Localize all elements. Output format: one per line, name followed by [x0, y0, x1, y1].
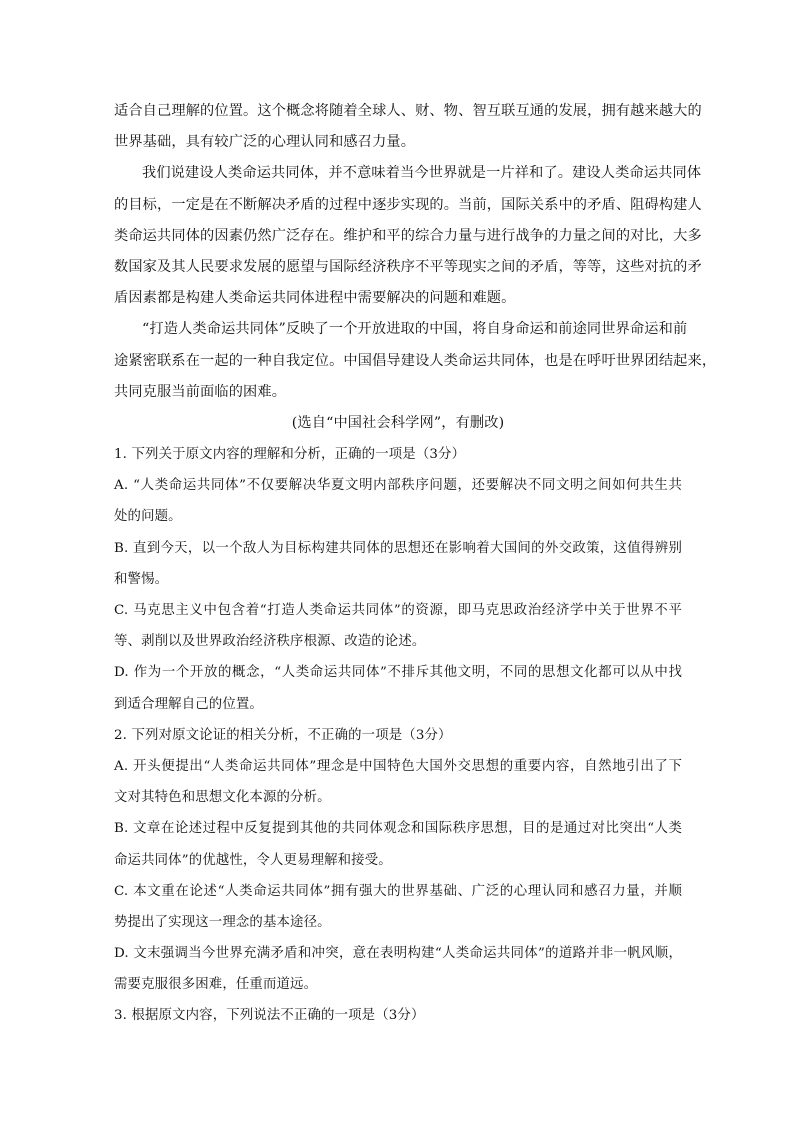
- question-2-option-D: D. 文末强调当今世界充满矛盾和冲突，意在表明构建“人类命运共同体”的道路并非一帆风顺，: [114, 946, 682, 962]
- question-2-option-A: 文对其特色和思想文化本源的分析。: [114, 790, 331, 806]
- passage-paragraph-1-line: 世界基础，具有较广泛的心理认同和感召力量。: [114, 134, 416, 151]
- question-1-option-B: B. 直到今天，以一个敌人为目标构建共同体的思想还在影响着大国间的外交政策，这值得辨别: [114, 540, 682, 556]
- question-2-option-C: 势提出了实现这一理念的基本途径。: [114, 914, 331, 930]
- question-1-option-B: 和警惕。: [114, 571, 169, 587]
- question-1-option-D: 到适合理解自己的位置。: [114, 696, 263, 712]
- passage-paragraph-3-line: 途紧密联系在一起的一种自我定位。中国倡导建设人类命运共同体，也是在呼吁世界团结起来，: [114, 352, 717, 369]
- question-2-option-B: B. 文章在论述过程中反复提到其他的共同体观念和国际秩序思想，目的是通过对比突出“人类: [114, 821, 682, 837]
- question-3-stem: 3. 根据原文内容，下列说法不正确的一项是（3分）: [114, 1008, 425, 1024]
- question-1-option-D: D. 作为一个开放的概念，“人类命运共同体”不排斥其他文明，不同的思想文化都可以从中找: [114, 665, 682, 681]
- question-2-option-B: 命运共同体”的优越性，令人更易理解和接受。: [114, 852, 392, 868]
- passage-paragraph-2-line: 数国家及其人民要求发展的愿望与国际经济秩序不平等现实之间的矛盾，等等，这些对抗的矛: [114, 258, 702, 275]
- question-1-option-C: 等、剥削以及世界政治经济秩序根源、改造的论述。: [114, 634, 426, 650]
- question-2-option-A: A. 开头便提出“人类命运共同体”理念是中国特色大国外交思想的重要内容，自然地引出了下: [114, 758, 682, 774]
- question-2-option-C: C. 本文重在论述“人类命运共同体”拥有强大的世界基础、广泛的心理认同和感召力量，并顺: [114, 883, 682, 899]
- question-1-option-A: 处的问题。: [114, 509, 182, 525]
- question-2-stem: 2. 下列对原文论证的相关分析，不正确的一项是（3分）: [114, 727, 452, 743]
- question-2-option-D: 需要克服很多困难，任重而道远。: [114, 977, 318, 993]
- passage-paragraph-1-line: 适合自己理解的位置。这个概念将随着全球人、财、物、智互联互通的发展，拥有越来越大的: [114, 103, 702, 119]
- source-citation: (选自“中国社会科学网”，有删改): [291, 414, 505, 431]
- passage-paragraph-2-line: 我们说建设人类命运共同体，并不意味着当今世界就是一片祥和了。建设人类命运共同体: [142, 165, 702, 182]
- document-body: [114, 96, 717, 1032]
- question-1-stem: 1. 下列关于原文内容的理解和分析，正确的一项是（3分）: [114, 447, 466, 463]
- passage-paragraph-2-line: 的目标，一定是在不断解决矛盾的过程中逐步实现的。当前，国际关系中的矛盾、阻碍构建人: [114, 196, 702, 213]
- passage-paragraph-2-line: 盾因素都是构建人类命运共同体进程中需要解决的问题和难题。: [114, 290, 516, 307]
- passage-paragraph-3-line: “打造人类命运共同体”反映了一个开放进取的中国，将自身命运和前途同世界命运和前: [142, 321, 688, 338]
- passage-paragraph-2-line: 类命运共同体的因素仍然广泛存在。维护和平的综合力量与进行战争的力量之间的对比，大多: [114, 227, 702, 244]
- question-1-option-A: A. “人类命运共同体”不仅要解决华夏文明内部秩序问题，还要解决不同文明之间如何共生共: [114, 478, 682, 494]
- question-1-option-C: C. 马克思主义中包含着“打造人类命运共同体”的资源，即马克思政治经济学中关于世界不平: [114, 603, 682, 618]
- passage-paragraph-3-line: 共同克服当前面临的困难。: [114, 383, 287, 400]
